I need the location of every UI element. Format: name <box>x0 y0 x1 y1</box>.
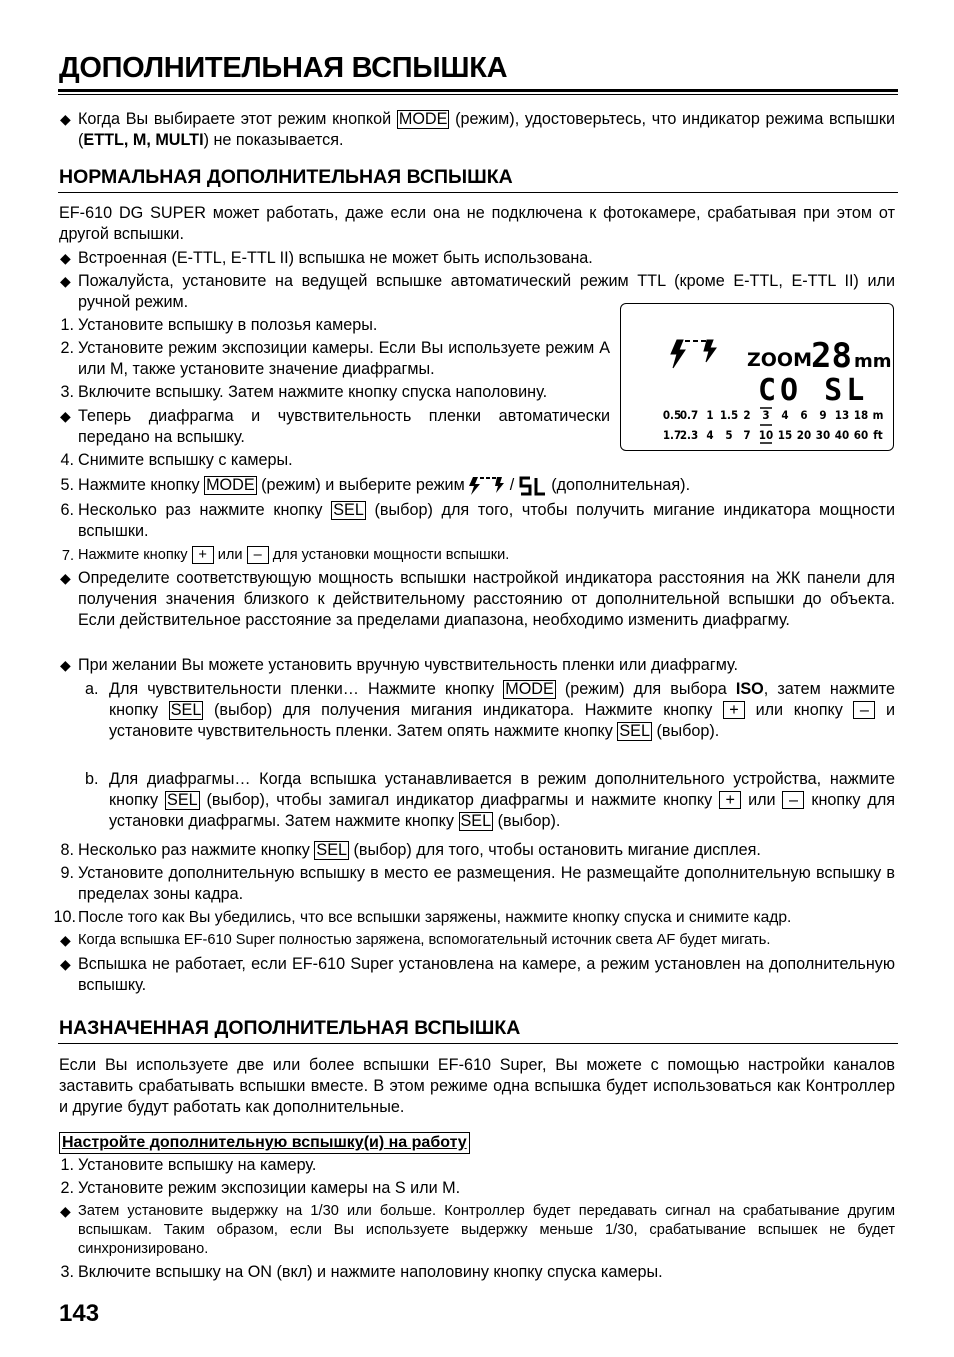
text: , затем <box>763 680 821 698</box>
bullet-diamond: ◆ <box>60 932 71 948</box>
text: нажмите кнопку <box>109 770 895 809</box>
step-number: 9. <box>60 864 74 882</box>
slave-flash-icon <box>469 476 505 496</box>
slave-flash-icon <box>671 340 716 368</box>
bullet-diamond: ◆ <box>60 1203 71 1219</box>
title-rule-thin <box>58 94 898 95</box>
lcd-m-unit: m <box>872 408 884 422</box>
note-master-mode: Пожалуйста, установите на ведущей вспышке автоматический режим TTL (кроме E-TTL, E-TTL II) или ручной режим. <box>78 272 895 311</box>
mode-key: MODE <box>206 476 255 494</box>
text: (выбор) для того, чтобы остановить мигание дисплея. <box>353 841 761 859</box>
section1-intro: EF-610 DG SUPER может работать, даже если она не подключена к фотокамере, срабатывая при этом от другой вспышки. <box>59 204 895 243</box>
text: или <box>217 547 243 563</box>
s2-step-2: Установите режим экспозиции камеры на S или M. <box>78 1179 461 1197</box>
step-number: 2. <box>60 339 74 357</box>
bullet-diamond: ◆ <box>60 111 71 127</box>
note-power-setting: Определите соответствующую мощность вспышки настройкой индикатора расстояния на ЖК панели для получения значения близкого к действительному расстоянию от дополнительной вспышки до объекта. Если действительное расстояние за пределами диапазона, необходимо изменить диафрагму. <box>78 569 895 629</box>
text: Нажмите кнопку <box>78 476 200 494</box>
plus-key: + <box>192 546 214 564</box>
lcd-m-scale-value: 0.5 <box>662 408 682 422</box>
lcd-zoom-label: ZOOM <box>747 349 812 371</box>
bullet-diamond: ◆ <box>60 657 71 673</box>
text: нажмите кнопку <box>109 680 896 719</box>
text: (дополнительная). <box>551 476 691 494</box>
step-5 <box>78 475 895 496</box>
lcd-distance-scale <box>663 408 884 443</box>
section-heading-normal-slave: НОРМАЛЬНАЯ ДОПОЛНИТЕЛЬНАЯ ВСПЫШКА <box>59 166 513 188</box>
section-rule <box>58 1043 898 1044</box>
step-number: 4. <box>60 451 74 469</box>
bullet-diamond: ◆ <box>60 273 71 289</box>
lcd-m-scale-value: 13 <box>834 408 850 422</box>
step-2: Установите режим экспозиции камеры. Если Вы используете режим A или M, также установите значение диафрагмы. <box>78 339 610 378</box>
step-number: 3. <box>60 383 74 401</box>
text: кнопку для установки диафрагмы. Затем нажмите кнопку <box>109 791 896 830</box>
text: (выбор), чтобы замигал индикатор диафрагмы и нажмите кнопку <box>206 791 713 809</box>
section-rule <box>58 192 898 193</box>
text: ) не показывается. <box>203 131 344 149</box>
sel-key: SEL <box>619 722 650 740</box>
lcd-ft-scale-value: 30 <box>815 428 831 442</box>
note-on-camera: Вспышка не работает, если EF-610 Super установлена на камере, а режим установлен на дополнительную вспышку. <box>78 955 895 994</box>
intro-note <box>78 109 895 151</box>
step-8 <box>78 840 895 861</box>
text: (режим), удостоверьтесь, что индикатор режима вспышки ( <box>78 110 896 149</box>
s2-step-3: Включите вспышку на ON (вкл) и нажмите наполовину кнопку спуска камеры. <box>78 1263 663 1281</box>
step-4: Снимите вспышку с камеры. <box>78 451 293 469</box>
lcd-ft-scale-value: 10 <box>758 428 774 442</box>
minus-key: – <box>782 791 804 809</box>
bullet-diamond: ◆ <box>60 408 71 424</box>
plus-key: + <box>723 701 745 719</box>
step-6 <box>78 500 895 542</box>
sl-mode-icon <box>519 476 547 496</box>
bullet-diamond: ◆ <box>60 250 71 266</box>
page-title: ДОПОЛНИТЕЛЬНАЯ ВСПЫШКА <box>59 52 508 84</box>
mode-key: MODE <box>505 680 554 698</box>
sel-key: SEL <box>167 791 198 809</box>
step-number: 1. <box>60 1156 74 1174</box>
text: Несколько раз нажмите кнопку <box>78 841 310 859</box>
lcd-m-scale-value: 1 <box>706 408 714 422</box>
step-number: 8. <box>60 841 74 859</box>
text: и установите чувствительность пленки. Затем опять нажмите кнопку <box>109 701 896 740</box>
lcd-unit: mm <box>854 351 892 372</box>
text: (выбор). <box>656 722 720 740</box>
page-number: 143 <box>59 1300 100 1327</box>
lcd-ft-unit: ft <box>873 428 883 442</box>
lcd-m-scale-value: 1.5 <box>719 408 739 422</box>
text: Для чувствительности пленки… Нажмите кнопку <box>109 680 495 698</box>
lcd-mode-text: CO SL <box>758 373 869 408</box>
text: Нажмите кнопку <box>78 547 188 563</box>
text: (режим) и выберите режим <box>261 476 465 494</box>
lcd-ft-scale-value: 5 <box>725 428 733 442</box>
lcd-zoom-value: 28 <box>811 336 852 376</box>
bullet-diamond: ◆ <box>60 570 71 586</box>
text: или <box>755 701 784 719</box>
subitem-label: a. <box>85 680 99 698</box>
sel-key: SEL <box>316 841 348 859</box>
lcd-panel-illustration <box>620 303 894 451</box>
lcd-ft-scale-value: 4 <box>706 428 714 442</box>
step-number: 3. <box>60 1263 74 1281</box>
section2-intro: Если Вы используете две или более вспышки EF-610 Super, Вы можете с помощью настройки каналов заставить срабатывать вспышки вместе. В этом режиме одна вспышка будет использоваться как Контроллер и другие будут работать как дополнительные. <box>59 1056 895 1116</box>
plus-key: + <box>719 791 741 809</box>
lcd-m-scale-value: 4 <box>781 408 789 422</box>
note-aperture: Теперь диафрагма и чувствительность пленки автоматически передано на вспышку. <box>78 407 610 446</box>
iso-label: ISO <box>735 680 764 698</box>
s2-step-1: Установите вспышку на камеру. <box>78 1156 317 1174</box>
sel-key: SEL <box>170 701 202 719</box>
text: (режим) для выбора <box>564 680 727 698</box>
lcd-m-scale-value: 18 <box>853 408 869 422</box>
lcd-display <box>621 304 895 452</box>
section-heading-assigned-slave: НАЗНАЧЕННАЯ ДОПОЛНИТЕЛЬНАЯ ВСПЫШКА <box>59 1017 521 1039</box>
step-number: 6. <box>60 501 74 519</box>
lcd-ft-scale-value: 1.7 <box>662 428 682 442</box>
step-number: 5. <box>60 476 74 494</box>
bullet-diamond: ◆ <box>60 956 71 972</box>
step-10: После того как Вы убедились, что все вспышки заряжены, нажмите кнопку спуска и снимите кадр. <box>78 909 792 926</box>
text: (выбор) для того, чтобы получить мигание индикатора мощности вспышки. <box>78 501 895 540</box>
text: или <box>748 791 776 809</box>
note-builtin: Встроенная (E-TTL, E-TTL II) вспышка не может быть использована. <box>78 249 593 267</box>
text: / <box>509 476 515 494</box>
text: Для диафрагмы… Когда вспышка устанавливается в режим дополнительного устройства, <box>109 770 822 788</box>
lcd-m-scale-value: 2 <box>743 408 751 422</box>
step-9: Установите дополнительную вспышку в место ее размещения. Не размещайте дополнительную вспышку в пределах зоны кадра. <box>78 864 895 903</box>
minus-key: – <box>247 546 269 564</box>
note-manual-settings: При желании Вы можете установить вручную чувствительность пленки или диафрагму. <box>78 656 738 674</box>
setup-subheading: Настройте дополнительную вспышку(и) на работу <box>59 1132 470 1154</box>
text: Несколько раз нажмите кнопку <box>78 501 323 519</box>
lcd-m-scale-value: 6 <box>800 408 808 422</box>
lcd-ft-scale-value: 20 <box>796 428 812 442</box>
lcd-ft-scale-value: 40 <box>834 428 850 442</box>
title-rule <box>58 89 898 92</box>
step-number: 1. <box>60 316 74 334</box>
lcd-ft-scale-value: 60 <box>853 428 869 442</box>
mode-key: MODE <box>398 110 448 128</box>
sel-key: SEL <box>333 501 364 519</box>
step-number: 2. <box>60 1179 74 1197</box>
lcd-m-scale-value: 9 <box>819 408 827 422</box>
lcd-m-scale-value: 0.7 <box>679 408 699 422</box>
text: кнопку <box>793 701 843 719</box>
step-3: Включите вспышку. Затем нажмите кнопку спуска наполовину. <box>78 383 548 401</box>
step-1: Установите вспышку в полозья камеры. <box>78 316 378 334</box>
step-number: 10. <box>53 908 76 926</box>
step-number: 7. <box>61 548 74 564</box>
minus-key: – <box>853 701 875 719</box>
lcd-ft-scale-value: 2.3 <box>679 428 699 442</box>
step-7 <box>78 546 895 565</box>
subitem-iso <box>109 679 895 742</box>
text: Когда Вы выбираете этот режим кнопкой <box>78 110 392 128</box>
note-shutter-speed: Затем установите выдержку на 1/30 или больше. Контроллер будет передавать сигнал на срабатывание другим вспышкам. Таким образом, если Вы используете выдержку меньше 1/30, срабатывание вспышек не будет синхронизировано. <box>78 1203 895 1257</box>
subitem-aperture <box>109 769 895 832</box>
note-af-assist: Когда вспышка EF-610 Super полностью заряжена, вспомогательный источник света AF будет мигать. <box>78 932 771 948</box>
flash-indicators: ETTL, M, MULTI <box>83 131 204 149</box>
subitem-label: b. <box>85 770 99 788</box>
text: (выбор) для получения мигания индикатора. Нажмите кнопку <box>213 701 713 719</box>
lcd-m-scale-value: 3 <box>762 408 770 422</box>
text: (выбор). <box>497 812 561 830</box>
lcd-ft-scale-value: 7 <box>743 428 751 442</box>
lcd-ft-scale-value: 15 <box>777 428 793 442</box>
text: для установки мощности вспышки. <box>272 547 510 563</box>
sel-key: SEL <box>460 812 492 830</box>
